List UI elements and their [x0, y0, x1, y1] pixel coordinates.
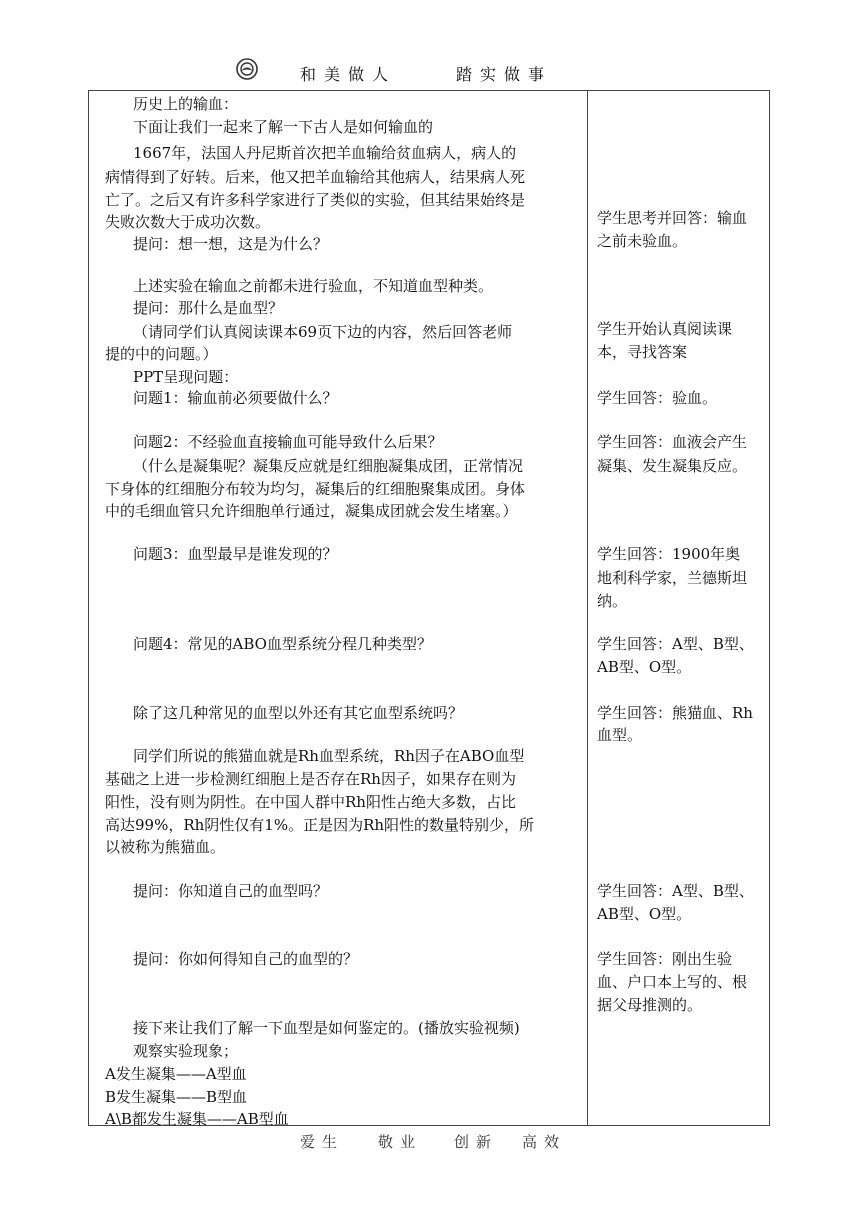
left-line: B发生凝集——B型血 [105, 1088, 248, 1106]
left-line: 问题4：常见的ABO血型系统分程几种类型？ [133, 635, 432, 653]
right-line: 学生思考并回答：输血 [597, 209, 748, 227]
left-line: 基础之上进一步检测红细胞上是否存在Rh因子，如果存在则为 [105, 770, 516, 788]
right-line: 学生回答：熊猫血、Rh [597, 704, 753, 722]
footer-word: 创新 [454, 1133, 499, 1151]
school-logo-icon [236, 58, 258, 80]
right-line: 本，寻找答案 [597, 343, 688, 361]
left-line: 问题3：血型最早是谁发现的？ [133, 545, 338, 563]
right-line: 学生回答：A型、B型、 [597, 635, 754, 653]
left-line: 亡了。之后又有许多科学家进行了类似的实验，但其结果始终是 [105, 191, 526, 209]
right-line: 纳。 [597, 592, 628, 610]
left-line: 下面让我们一起来了解一下古人是如何输血的 [133, 118, 434, 136]
left-line: 问题1：输血前必须要做什么？ [133, 389, 338, 407]
left-line: 提问：那什么是血型？ [133, 299, 284, 317]
left-line: 1667年，法国人丹尼斯首次把羊血输给贫血病人，病人的 [133, 144, 517, 162]
lesson-table [88, 90, 770, 1126]
left-line: （请同学们认真阅读课本69页下边的内容，然后回答老师 [133, 323, 513, 341]
right-line: 学生回答：验血。 [597, 389, 718, 407]
left-line: 同学们所说的熊猫血就是Rh血型系统，Rh因子在ABO血型 [133, 747, 525, 765]
left-line: 以被称为熊猫血。 [105, 838, 226, 856]
right-line: 凝集、发生凝集反应。 [597, 457, 748, 475]
page-header [0, 58, 860, 88]
left-line: 提问：你知道自己的血型吗？ [133, 882, 329, 900]
right-line: 学生回答：A型、B型、 [597, 882, 754, 900]
left-line: 中的毛细血管只允许细胞单行通过，凝集成团就会发生堵塞。） [105, 502, 518, 520]
left-line: 除了这几种常见的血型以外还有其它血型系统吗？ [133, 704, 464, 722]
footer-word: 爱生 [300, 1133, 345, 1151]
left-line: 问题2：不经验血直接输血可能导致什么后果？ [133, 433, 443, 451]
left-line: 提问：你如何得知自己的血型的？ [133, 950, 359, 968]
left-line: 提问：想一想，这是为什么？ [133, 235, 329, 253]
footer-word: 高效 [522, 1133, 567, 1151]
left-line: 阳性，没有则为阴性。在中国人群中Rh阳性占绝大多数，占比 [105, 793, 516, 811]
footer-word: 敬业 [378, 1133, 423, 1151]
left-line: 提的中的问题。） [105, 345, 218, 363]
left-line: 失败次数大于成功次数。 [105, 213, 271, 231]
left-line: 高达99%，Rh阴性仅有1%。正是因为Rh阳性的数量特别少，所 [105, 816, 535, 834]
left-line: 病情得到了好转。后来，他又把羊血输给其他病人，结果病人死 [105, 168, 526, 186]
right-line: 学生回答：血液会产生 [597, 433, 748, 451]
right-line: AB型、O型。 [597, 905, 692, 923]
left-line: 历史上的输血： [133, 95, 239, 113]
right-line: 血、户口本上写的、根 [597, 973, 748, 991]
motto-right: 踏实做事 [456, 65, 553, 84]
column-divider [587, 91, 588, 1125]
right-line: 学生开始认真阅读课 [597, 320, 733, 338]
page-footer [0, 1131, 860, 1151]
left-line: 接下来让我们了解一下血型是如何鉴定的。(播放实验视频) [133, 1019, 520, 1037]
left-line: PPT呈现问题： [133, 368, 239, 386]
left-line: A\B都发生凝集——AB型血 [105, 1110, 289, 1128]
left-line: A发生凝集——A型血 [105, 1065, 247, 1083]
right-line: 之前未验血。 [597, 232, 688, 250]
right-line: 学生回答：刚出生验 [597, 950, 733, 968]
right-line: 血型。 [597, 726, 643, 744]
motto-left: 和美做人 [300, 65, 397, 84]
right-line: 学生回答：1900年奥 [597, 545, 741, 563]
left-line: 下身体的红细胞分布较为均匀，凝集后的红细胞聚集成团。身体 [105, 480, 526, 498]
left-line: 上述实验在输血之前都未进行验血，不知道血型种类。 [133, 277, 494, 295]
left-line: （什么是凝集呢？凝集反应就是红细胞凝集成团，正常情况 [133, 457, 524, 475]
right-line: AB型、O型。 [597, 658, 692, 676]
right-line: 地利科学家，兰德斯坦 [597, 569, 748, 587]
right-line: 据父母推测的。 [597, 996, 703, 1014]
left-line: 观察实验现象； [133, 1042, 239, 1060]
